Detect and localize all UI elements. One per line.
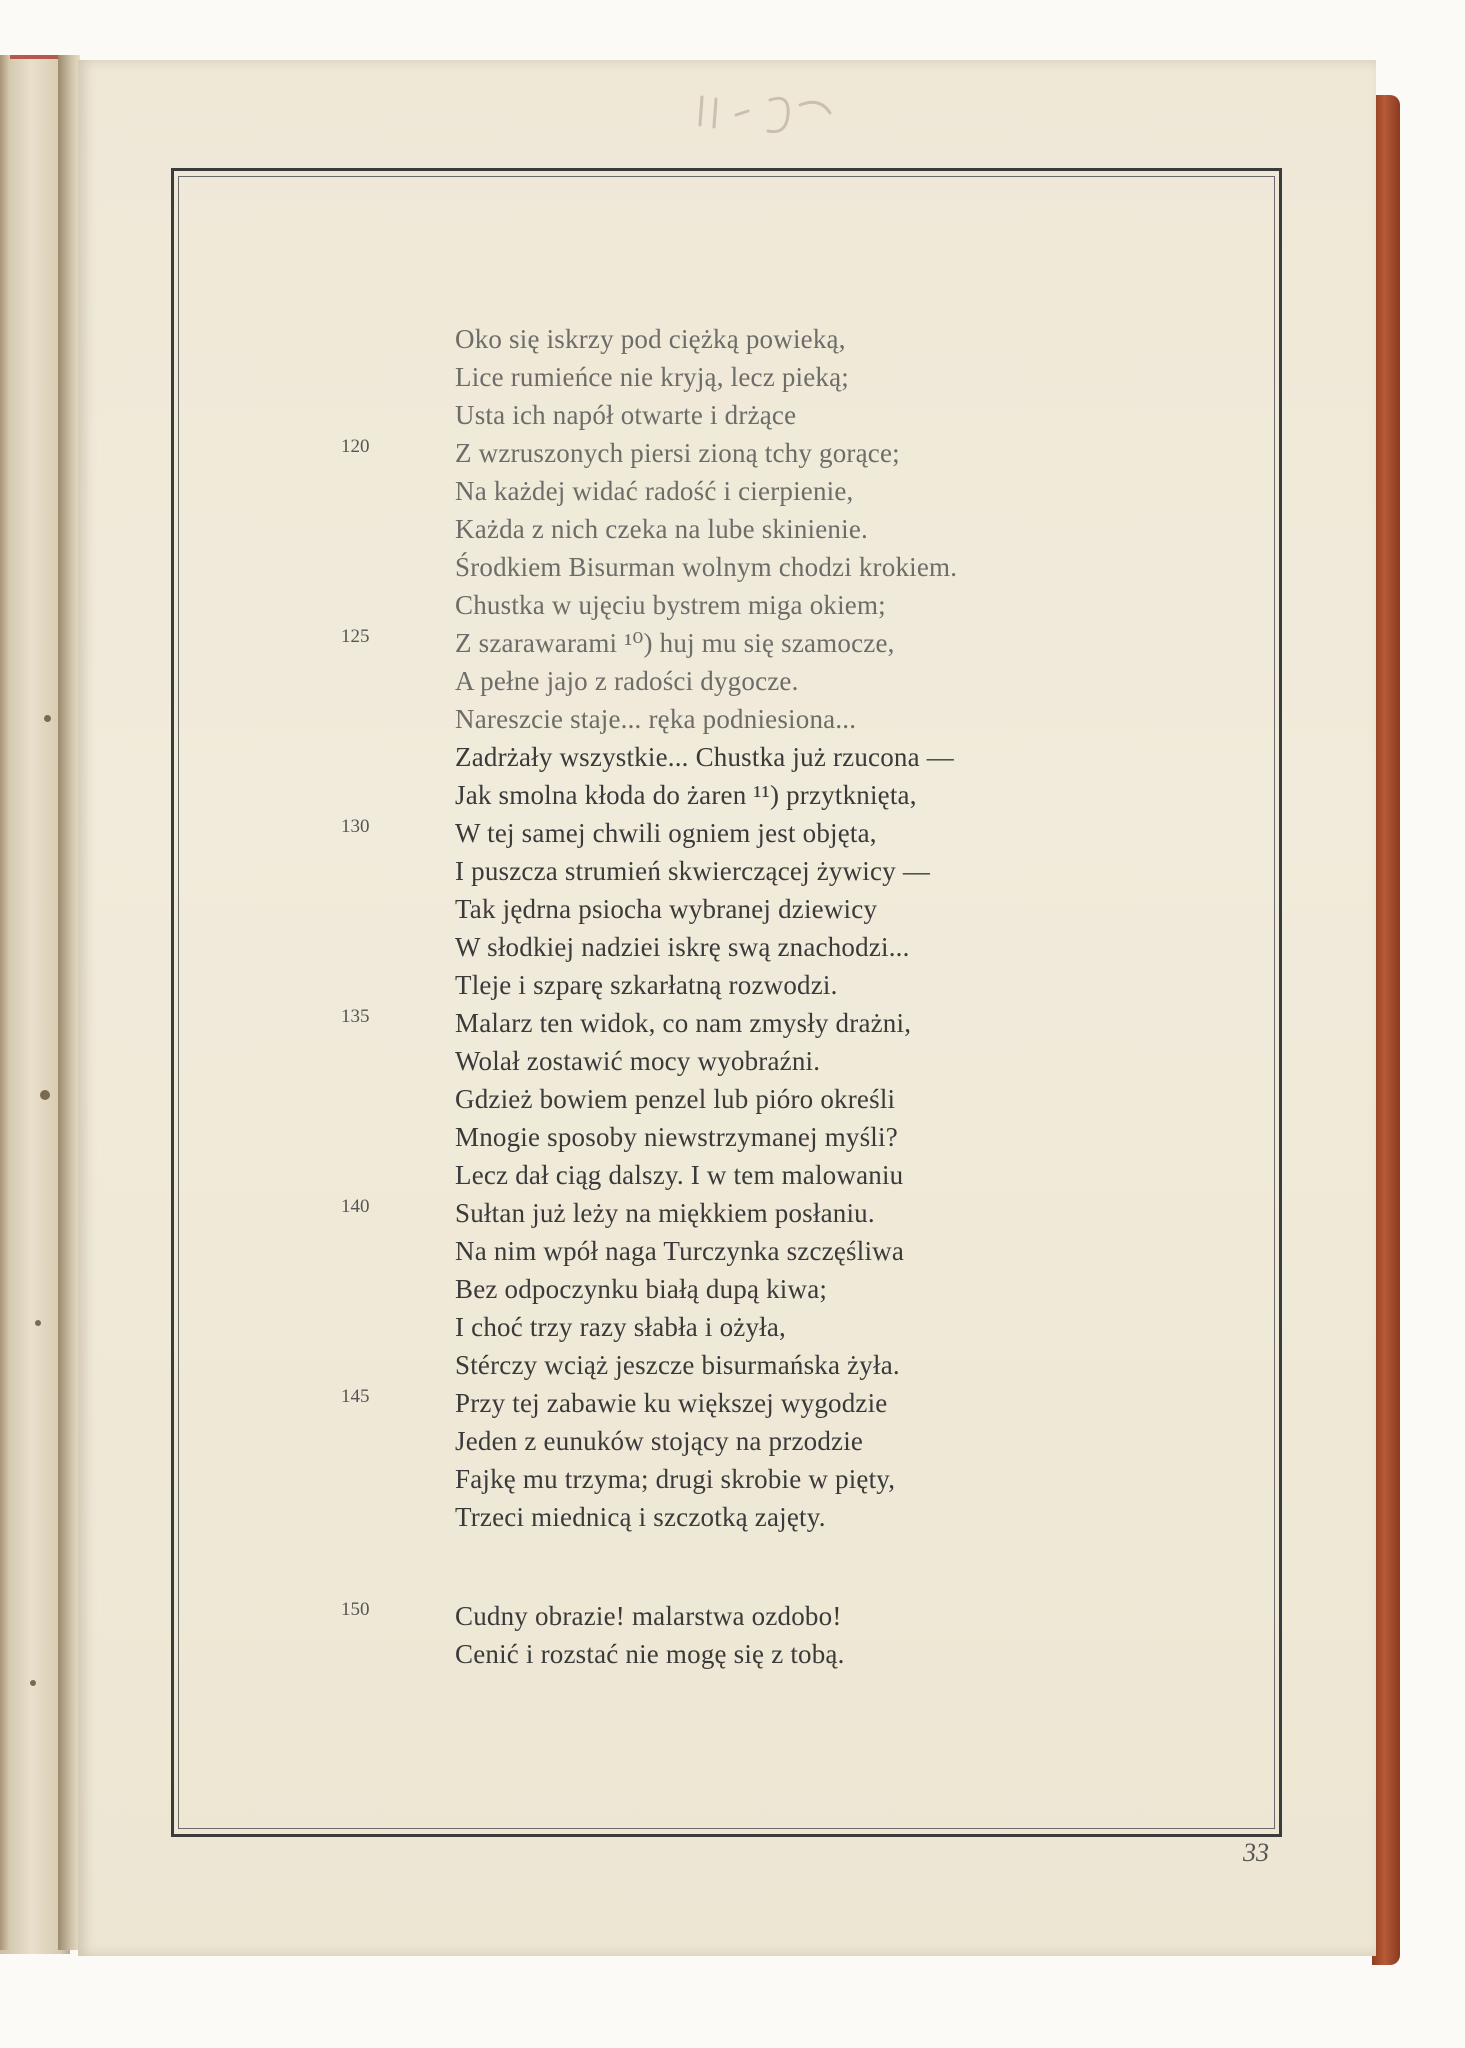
- poem-line: Jeden z eunuków stojący na przodzie: [455, 1426, 864, 1456]
- poem-line: Cudny obrazie! malarstwa ozdobo!: [455, 1601, 842, 1631]
- poem-line: Z wzruszonych piersi zioną tchy gorące;: [455, 438, 900, 468]
- poem-line: Jak smolna kłoda do żaren ¹¹) przytknięta,: [455, 780, 917, 810]
- poem-line: Cenić i rozstać nie mogę się z tobą.: [455, 1639, 845, 1669]
- line-number: 140: [341, 1196, 370, 1217]
- line-number: 125: [341, 626, 370, 647]
- poem-line: Fajkę mu trzyma; drugi skrobie w pięty,: [455, 1464, 896, 1494]
- poem-line: Trzeci miednicą i szczotką zajęty.: [455, 1502, 826, 1532]
- poem-line: A pełne jajo z radości dygocze.: [455, 666, 799, 696]
- poem-line: I puszcza strumień skwierczącej żywicy —: [455, 856, 931, 886]
- poem-line: Stérczy wciąż jeszcze bisurmańska żyła.: [455, 1350, 900, 1380]
- line-number: 120: [341, 436, 370, 457]
- poem-line: Zadrżały wszystkie... Chustka już rzucona —: [455, 742, 954, 772]
- poem-line: Chustka w ujęciu bystrem miga okiem;: [455, 590, 886, 620]
- poem-line: Sułtan już leży na miękkiem posłaniu.: [455, 1198, 875, 1228]
- poem-line: Oko się iskrzy pod ciężką powieką,: [455, 324, 846, 354]
- book-gutter: [58, 55, 80, 1950]
- poem-line: Mnogie sposoby niewstrzymanej myśli?: [455, 1122, 898, 1152]
- poem-line: Środkiem Bisurman wolnym chodzi krokiem.: [455, 552, 958, 582]
- poem-line: Lice rumieńce nie kryją, lecz pieką;: [455, 362, 849, 392]
- poem-line: W tej samej chwili ogniem jest objęta,: [455, 818, 877, 848]
- poem-line: Gdzież bowiem penzel lub pióro określi: [455, 1084, 896, 1114]
- poem-line: Przy tej zabawie ku większej wygodzie: [455, 1388, 888, 1418]
- poem-line: Wolał zostawić mocy wyobraźni.: [455, 1046, 821, 1076]
- stain-mark: [40, 1090, 50, 1100]
- stain-mark: [44, 715, 51, 722]
- poem-line: Malarz ten widok, co nam zmysły drażni,: [455, 1008, 912, 1038]
- poem-line: Każda z nich czeka na lube skinienie.: [455, 514, 868, 544]
- left-page-outer-edge: [0, 55, 10, 1950]
- page-number: 33: [1243, 1838, 1269, 1867]
- poem-line: W słodkiej nadziei iskrę swą znachodzi...: [455, 932, 910, 962]
- poem-line: Tleje i szparę szkarłatną rozwodzi.: [455, 970, 838, 1000]
- line-number: 150: [341, 1599, 370, 1620]
- stain-mark: [35, 1320, 41, 1326]
- book-cover-edge: [1372, 95, 1400, 1965]
- stain-mark: [30, 1680, 36, 1686]
- line-number: 145: [341, 1386, 370, 1407]
- poem-line: Usta ich napół otwarte i drżące: [455, 400, 797, 430]
- poem-line: Bez odpoczynku białą dupą kiwa;: [455, 1274, 828, 1304]
- poem-line: I choć trzy razy słabła i ożyła,: [455, 1312, 786, 1342]
- line-number: 135: [341, 1006, 370, 1027]
- poem-line: Nareszcie staje... ręka podniesiona...: [455, 704, 857, 734]
- line-number: 130: [341, 816, 370, 837]
- pencil-mark-icon: [680, 85, 880, 145]
- poem-line: Z szarawarami ¹⁰) huj mu się szamocze,: [455, 628, 895, 658]
- poem-line: Na nim wpół naga Turczynka szczęśliwa: [455, 1236, 905, 1266]
- poem-line: Tak jędrna psiocha wybranej dziewicy: [455, 894, 878, 924]
- poem-line: Na każdej widać radość i cierpienie,: [455, 476, 854, 506]
- poem-line: Lecz dał ciąg dalszy. I w tem malowaniu: [455, 1160, 904, 1190]
